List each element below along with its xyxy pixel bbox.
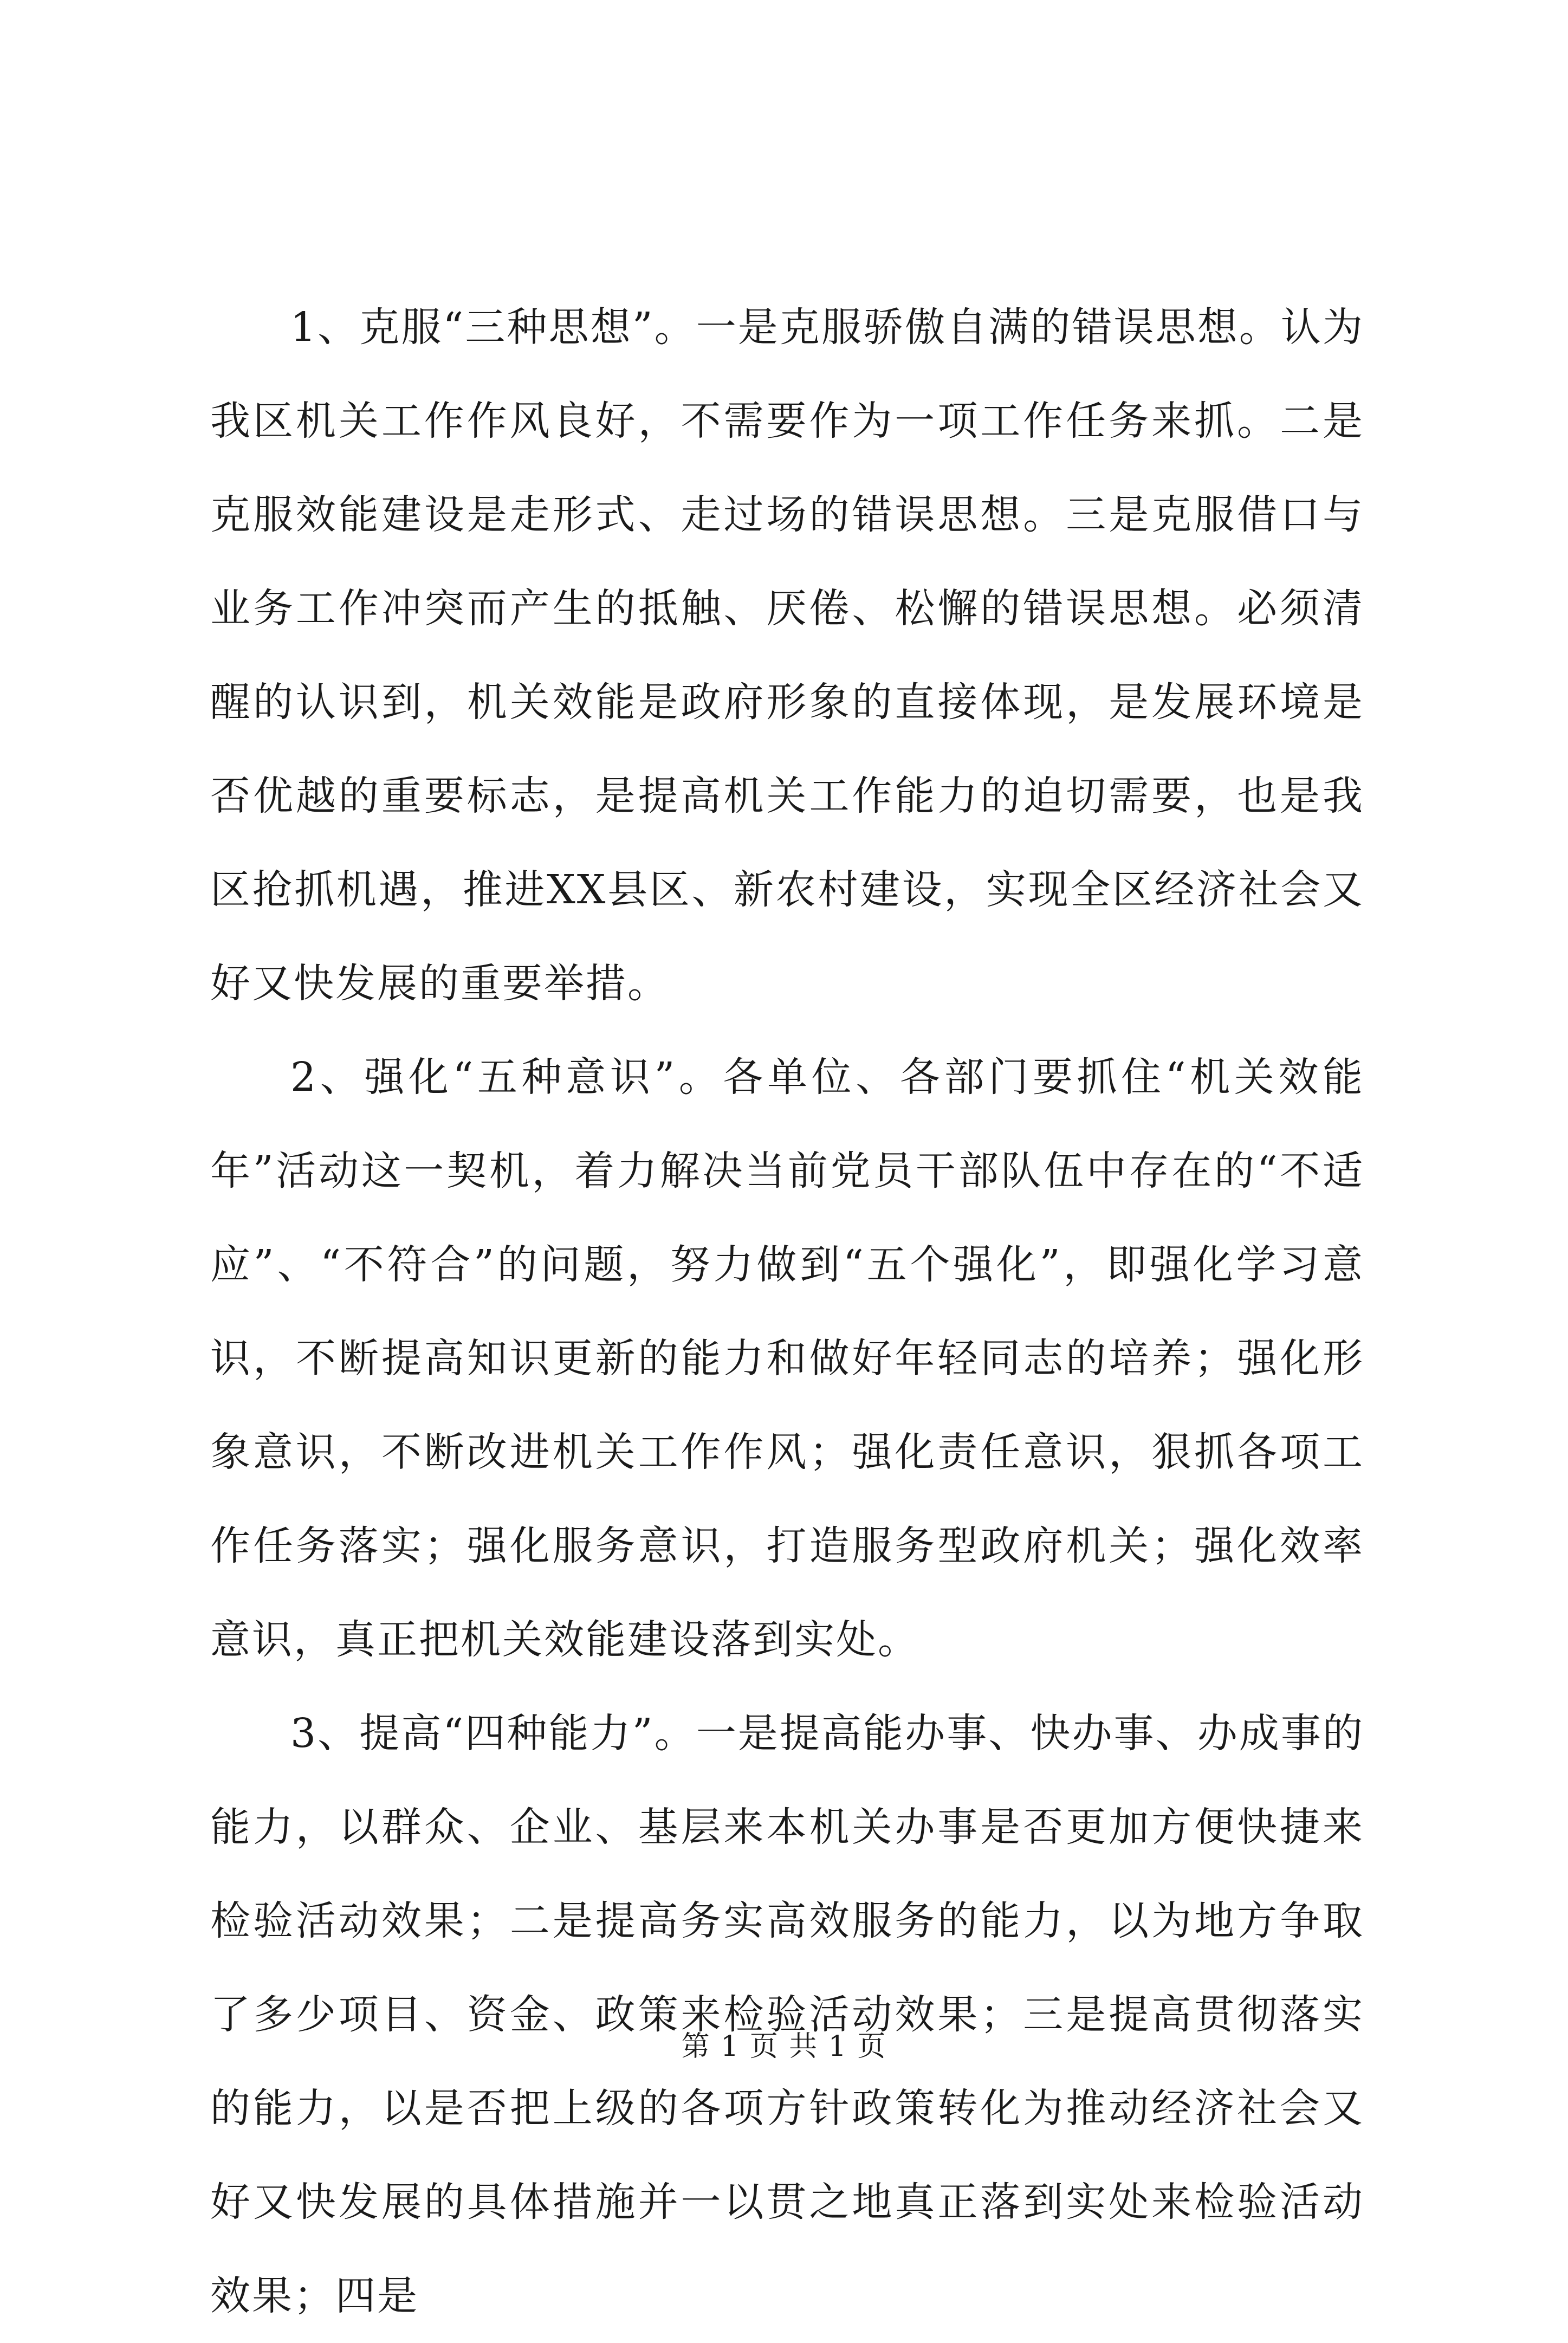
- page-footer: 第 1 页 共 1 页: [681, 2030, 887, 2063]
- paragraph-3: 3、提高“四种能力”。一是提高能办事、快办事、办成事的能力，以群众、企业、基层来本机关办事是否更加方便快捷来检验活动效果；二是提高务实高效服务的能力，以为地方争取了多少项目、资金、政策来检验活动效果；三是提高贯彻落实的能力，以是否把上级的各项方针政策转化为推动经济社会又好又快发展的具体措施并一以贯之地真正落到实处来检验活动效果；四是: [210, 1710, 1364, 2319]
- paragraph-1: 1、克服“三种思想”。一是克服骄傲自满的错误思想。认为我区机关工作作风良好，不需要作为一项工作任务来抓。二是克服效能建设是走形式、走过场的错误思想。三是克服借口与业务工作冲突而产生的抵触、厌倦、松懈的错误思想。必须清醒的认识到，机关效能是政府形象的直接体现，是发展环境是否优越的重要标志，是提高机关工作能力的迫切需要，也是我区抢抓机遇，推进XX县区、新农村建设，实现全区经济社会又好又快发展的重要举措。: [210, 304, 1364, 1007]
- paragraph-2: 2、强化“五种意识”。各单位、各部门要抓住“机关效能年”活动这一契机，着力解决当前党员干部队伍中存在的“不适应”、“不符合”的问题，努力做到“五个强化”，即强化学习意识，不断提高知识更新的能力和做好年轻同志的培养；强化形象意识，不断改进机关工作作风；强化责任意识，狠抓各项工作任务落实；强化服务意识，打造服务型政府机关；强化效率意识，真正把机关效能建设落到实处。: [210, 1054, 1364, 1663]
